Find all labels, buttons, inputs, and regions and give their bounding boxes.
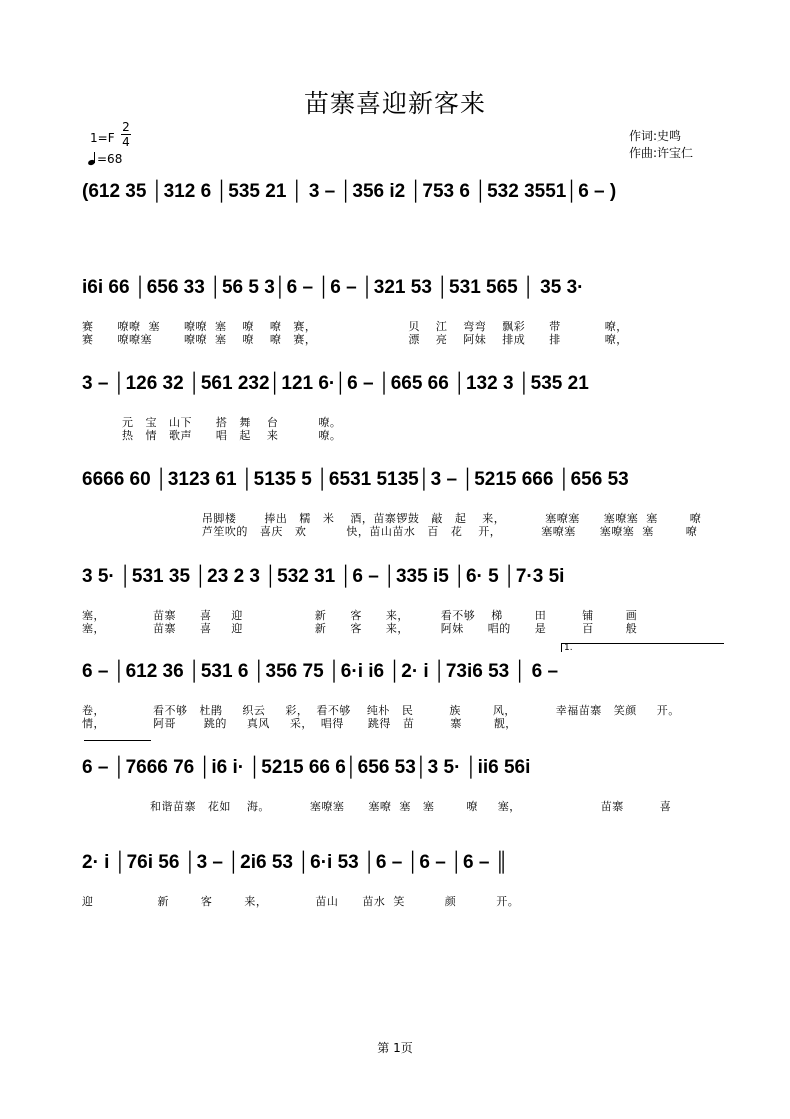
notation-line: 6666 60 │3123 61 │5135 5 │6531 5135│3 – │5215 666 │656 53 — [82, 469, 629, 490]
lyric-line-2: 热 情 歌声 唱 起 来 嘹。 — [82, 429, 342, 442]
lyric-line-1: 和谐苗寨 花如 海。 塞嘹塞 塞嘹 塞 塞 嘹 塞， 苗寨 喜 — [82, 800, 672, 813]
tempo-value: =68 — [97, 152, 123, 166]
notation-line: i6i 66 │656 33 │56 5 3│6 – │6 – │321 53 │531 565 │ 35 3· — [82, 277, 584, 298]
lyric-line-2: 芦笙吹的 喜庆 欢 快，苗山苗水 百 花 开， 塞嘹塞 塞嘹塞 塞 嘹 — [82, 525, 698, 538]
notation-line: (612 35 │312 6 │535 21 │ 3 – │356 i2 │753 6 │532 3551│6 – ) — [82, 181, 617, 202]
page-number: 第 1页 — [377, 1041, 413, 1055]
meter-bottom: 4 — [122, 135, 130, 149]
tempo-marking — [88, 152, 122, 166]
score-system-3 — [82, 372, 732, 442]
score-system-6 — [82, 660, 732, 730]
score-system-5 — [82, 565, 732, 635]
volta-label: 1. — [564, 643, 573, 653]
lyric-line-2: 情， 阿哥 跳的 真风 采， 唱得 跳得 苗 寨 靓， — [82, 717, 517, 730]
lyric-line-1: 吊脚楼 捧出 糯 米 酒，苗寨锣鼓 敲 起 来， 塞嘹塞 塞嘹塞 塞 嘹 — [82, 512, 702, 525]
notation-line: 2· i │76i 56 │3 – │2i6 53 │6·i 53 │6 – │6 – │6 – ║ — [82, 852, 509, 873]
score-system-4 — [82, 468, 732, 538]
volta-bracket-continuation — [84, 740, 151, 749]
lyric-line-2: 塞， 苗寨 喜 迎 新 客 来， 阿妹 唱的 是 百 般 — [82, 622, 638, 635]
lyric-line-2: 赛 嘹嘹塞 嘹嘹 塞 嘹 嘹 赛， 漂 亮 阿妹 排成 排 嘹， — [82, 333, 628, 346]
lyric-line-1: 塞， 苗寨 喜 迎 新 客 来， 看不够 梯 田 铺 画 — [82, 609, 638, 622]
composer: 作曲:许宝仁 — [629, 146, 694, 160]
score-system-7 — [82, 756, 732, 816]
quarter-note-icon — [88, 153, 97, 165]
lyric-line-1: 迎 新 客 来， 苗山 苗水 笑 颜 开。 — [82, 895, 520, 908]
notation-line: 3 – │126 32 │561 232│121 6·│6 – │665 66 │132 3 │535 21 — [82, 373, 589, 394]
lyric-line-1: 赛 嘹嘹 塞 嘹嘹 塞 嘹 嘹 赛， 贝 江 弯弯 飘彩 带 嘹， — [82, 320, 628, 333]
volta-bracket — [561, 643, 724, 652]
notation-line: 3 5· │531 35 │23 2 3 │532 31 │6 – │335 i5 │6· 5 │7·3 5i — [82, 566, 565, 587]
time-signature — [121, 121, 131, 148]
lyricist: 作词:史鸣 — [629, 129, 682, 143]
key-signature: 1=F — [90, 131, 115, 145]
score-system-2 — [82, 276, 732, 346]
score-system-8 — [82, 851, 732, 911]
credits — [629, 128, 693, 162]
score-system-1 — [82, 180, 732, 220]
notation-line: 6 – │612 36 │531 6 │356 75 │6·i i6 │2· i │73i6 53 │ 6 – — [82, 661, 559, 682]
notation-line: 6 – │7666 76 │i6 i· │5215 66 6│656 53│3 5· │ii6 56i — [82, 757, 531, 778]
song-title: 苗寨喜迎新客来 — [303, 89, 486, 118]
lyric-line-1: 卷， 看不够 杜鹃 织云 彩， 看不够 纯朴 民 族 风， 幸福苗寨 笑颜 开。 — [82, 704, 680, 717]
lyric-line-1: 元 宝 山下 搭 舞 台 嘹。 — [82, 416, 342, 429]
meter-top: 2 — [122, 120, 130, 134]
